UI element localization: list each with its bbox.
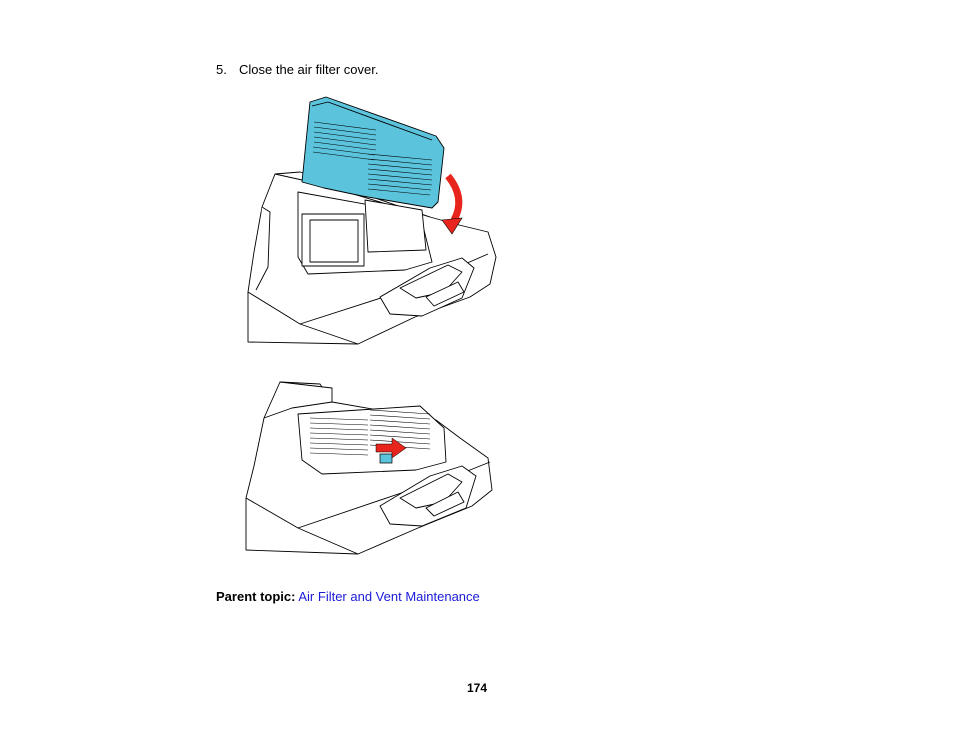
projector-closed-cover-illustration — [240, 378, 496, 556]
step-number: 5. — [216, 62, 227, 77]
page-number: 174 — [466, 681, 488, 695]
step-text: Close the air filter cover. — [239, 62, 379, 77]
parent-topic — [216, 589, 480, 604]
projector-open-cover-illustration — [240, 92, 502, 346]
parent-topic-label: Parent topic: — [216, 589, 296, 604]
parent-topic-link[interactable]: Air Filter and Vent Maintenance — [298, 589, 480, 604]
step-instruction — [216, 62, 378, 77]
